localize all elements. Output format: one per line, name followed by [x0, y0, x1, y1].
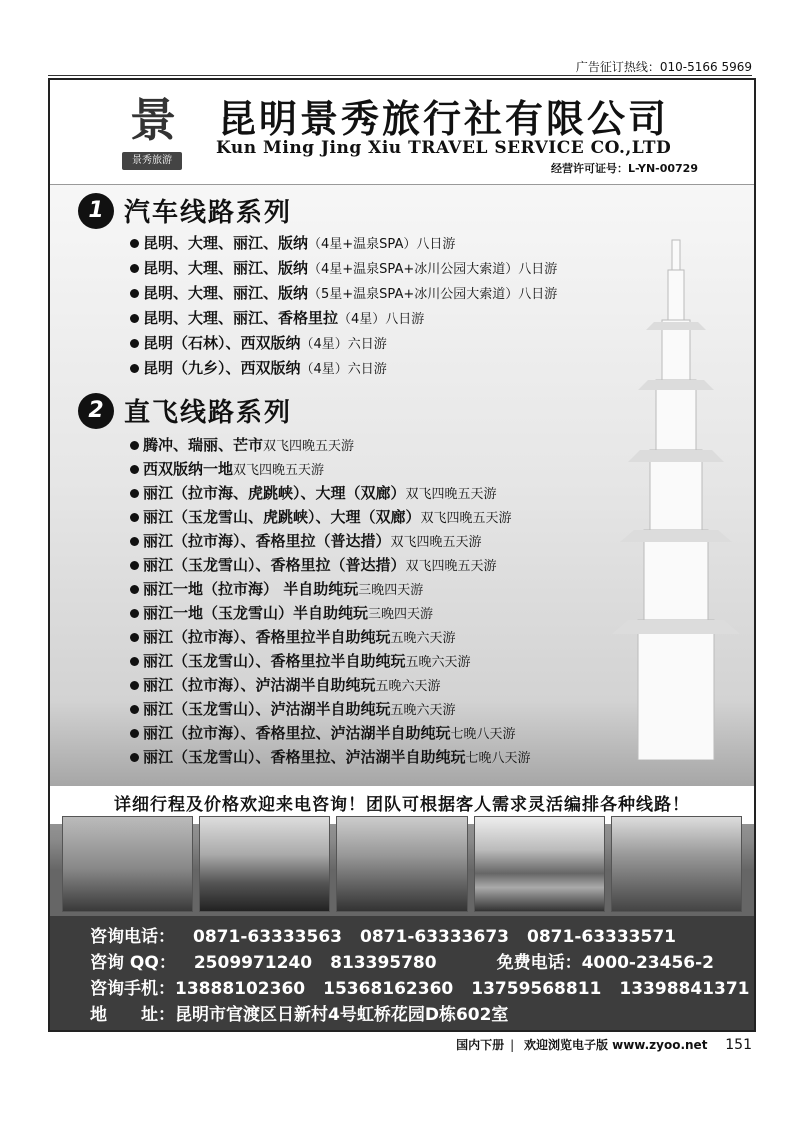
bullet-icon: [130, 585, 139, 594]
route-item: 昆明、大理、丽江、香格里拉（4星）八日游: [130, 307, 424, 328]
route-item: 丽江（玉龙雪山）、香格里拉半自助纯玩五晚六天游: [130, 650, 471, 671]
bullet-icon: [130, 489, 139, 498]
photo-water-wheel: [611, 816, 742, 912]
bullet-icon: [130, 753, 139, 762]
contact-qq-row: 咨询 QQ： 2509971240 813395780 免费电话：4000-23456-2: [90, 953, 714, 973]
photo-tower: [336, 816, 467, 912]
bullet-icon: [130, 364, 139, 373]
footer-section: 国内下册: [456, 1038, 505, 1052]
mobile-number: 13759568811: [471, 979, 602, 999]
route-item: 昆明、大理、丽江、版纳（4星+温泉SPA）八日游: [130, 232, 455, 253]
bullet-icon: [130, 729, 139, 738]
bullet-icon: [130, 289, 139, 298]
phone-number: 0871-63333673: [360, 927, 509, 947]
photo-snow-mountain: [474, 816, 605, 912]
bullet-icon: [130, 264, 139, 273]
contact-address-row: 地 址：昆明市官渡区日新村4号虹桥花园D栋602室: [90, 1005, 509, 1025]
license-number: 经营许可证号：L-YN-00729: [551, 162, 698, 175]
route-item: 丽江（玉龙雪山）、香格里拉（普达措）双飞四晚五天游: [130, 554, 497, 575]
route-item: 丽江（拉市海）、泸沽湖半自助纯玩五晚六天游: [130, 674, 441, 695]
route-item: 腾冲、瑞丽、芒市双飞四晚五天游: [130, 434, 354, 455]
route-item: 丽江（玉龙雪山）、泸沽湖半自助纯玩五晚六天游: [130, 698, 456, 719]
route-item: 丽江（玉龙雪山、虎跳峡）、大理（双廊）双飞四晚五天游: [130, 506, 512, 527]
section-2-number: 2: [78, 393, 114, 429]
route-item: 昆明、大理、丽江、版纳（4星+温泉SPA+冰川公园大索道）八日游: [130, 257, 557, 278]
phone-number: 0871-63333571: [527, 927, 676, 947]
route-item: 昆明（石林）、西双版纳（4星）六日游: [130, 332, 387, 353]
bullet-icon: [130, 705, 139, 714]
qq-number: 2509971240: [193, 953, 313, 973]
company-name-en: Kun Ming Jing Xiu TRAVEL SERVICE CO.,LTD: [216, 138, 672, 158]
section-1-header: [78, 192, 292, 229]
page-footer: 国内下册 | 欢迎浏览电子版 www.zyoo.net 151: [456, 1037, 752, 1053]
route-item: 丽江一地（玉龙雪山）半自助纯玩三晚四天游: [130, 602, 433, 623]
section-1-title: 汽车线路系列: [124, 198, 293, 228]
section-2-header: [78, 392, 292, 429]
phone-number: 0871-63333563: [193, 927, 342, 947]
bullet-icon: [130, 314, 139, 323]
route-item: 昆明（九乡）、西双版纳（4星）六日游: [130, 357, 387, 378]
contact-panel: [50, 916, 754, 1030]
bullet-icon: [130, 239, 139, 248]
route-item: 昆明、大理、丽江、版纳（5星+温泉SPA+冰川公园大索道）八日游: [130, 282, 557, 303]
footer-website: 欢迎浏览电子版 www.zyoo.net: [523, 1038, 708, 1052]
mobile-number: 13398841371: [619, 979, 750, 999]
company-logo: [116, 88, 190, 174]
bullet-icon: [130, 657, 139, 666]
section-1-number: 1: [78, 193, 114, 229]
route-item: 丽江一地（拉市海） 半自助纯玩三晚四天游: [130, 578, 423, 599]
bullet-icon: [130, 609, 139, 618]
bullet-icon: [130, 465, 139, 474]
route-item: 丽江（拉市海）、香格里拉、泸沽湖半自助纯玩七晚八天游: [130, 722, 516, 743]
logo-glyph: 景: [130, 93, 176, 147]
photo-strip: [62, 816, 742, 910]
contact-mobile-row: 咨询手机：13888102360 15368162360 13759568811 13398841371: [90, 979, 750, 999]
ad-hotline: 广告征订热线：010-5166 5969: [575, 60, 752, 74]
logo-plaque: 景秀旅游: [122, 152, 182, 170]
route-item: 西双版纳一地双飞四晚五天游: [130, 458, 324, 479]
company-name-cn: 昆明景秀旅行社有限公司: [218, 96, 670, 141]
bullet-icon: [130, 561, 139, 570]
bullet-icon: [130, 633, 139, 642]
free-phone: 4000-23456-2: [581, 953, 714, 973]
bullet-icon: [130, 441, 139, 450]
pagoda-illustration: [610, 230, 756, 760]
bullet-icon: [130, 537, 139, 546]
bullet-icon: [130, 339, 139, 348]
route-item: 丽江（拉市海、虎跳峡）、大理（双廊）双飞四晚五天游: [130, 482, 497, 503]
contact-phone-row: 咨询电话： 0871-63333563 0871-63333673 0871-63333571: [90, 927, 676, 947]
mobile-number: 15368162360: [323, 979, 454, 999]
route-item: 丽江（拉市海）、香格里拉半自助纯玩五晚六天游: [130, 626, 456, 647]
top-divider: [48, 75, 752, 76]
route-item: 丽江（玉龙雪山）、香格里拉、泸沽湖半自助纯玩七晚八天游: [130, 746, 531, 767]
company-header: [50, 80, 754, 185]
qq-number: 813395780: [330, 953, 437, 973]
ad-frame: [48, 78, 756, 1032]
bullet-icon: [130, 681, 139, 690]
photo-old-town: [199, 816, 330, 912]
route-item: 丽江（拉市海）、香格里拉（普达措）双飞四晚五天游: [130, 530, 482, 551]
mobile-number: 13888102360: [175, 979, 306, 999]
photo-stone-forest: [62, 816, 193, 912]
section-2-title: 直飞线路系列: [124, 398, 293, 428]
bullet-icon: [130, 513, 139, 522]
page-number: 151: [725, 1037, 752, 1053]
inquiry-notice: 详细行程及价格欢迎来电咨询！团队可根据客人需求灵活编排各种线路！: [50, 786, 754, 824]
address: 昆明市官渡区日新村4号虹桥花园D栋602室: [175, 1005, 509, 1025]
